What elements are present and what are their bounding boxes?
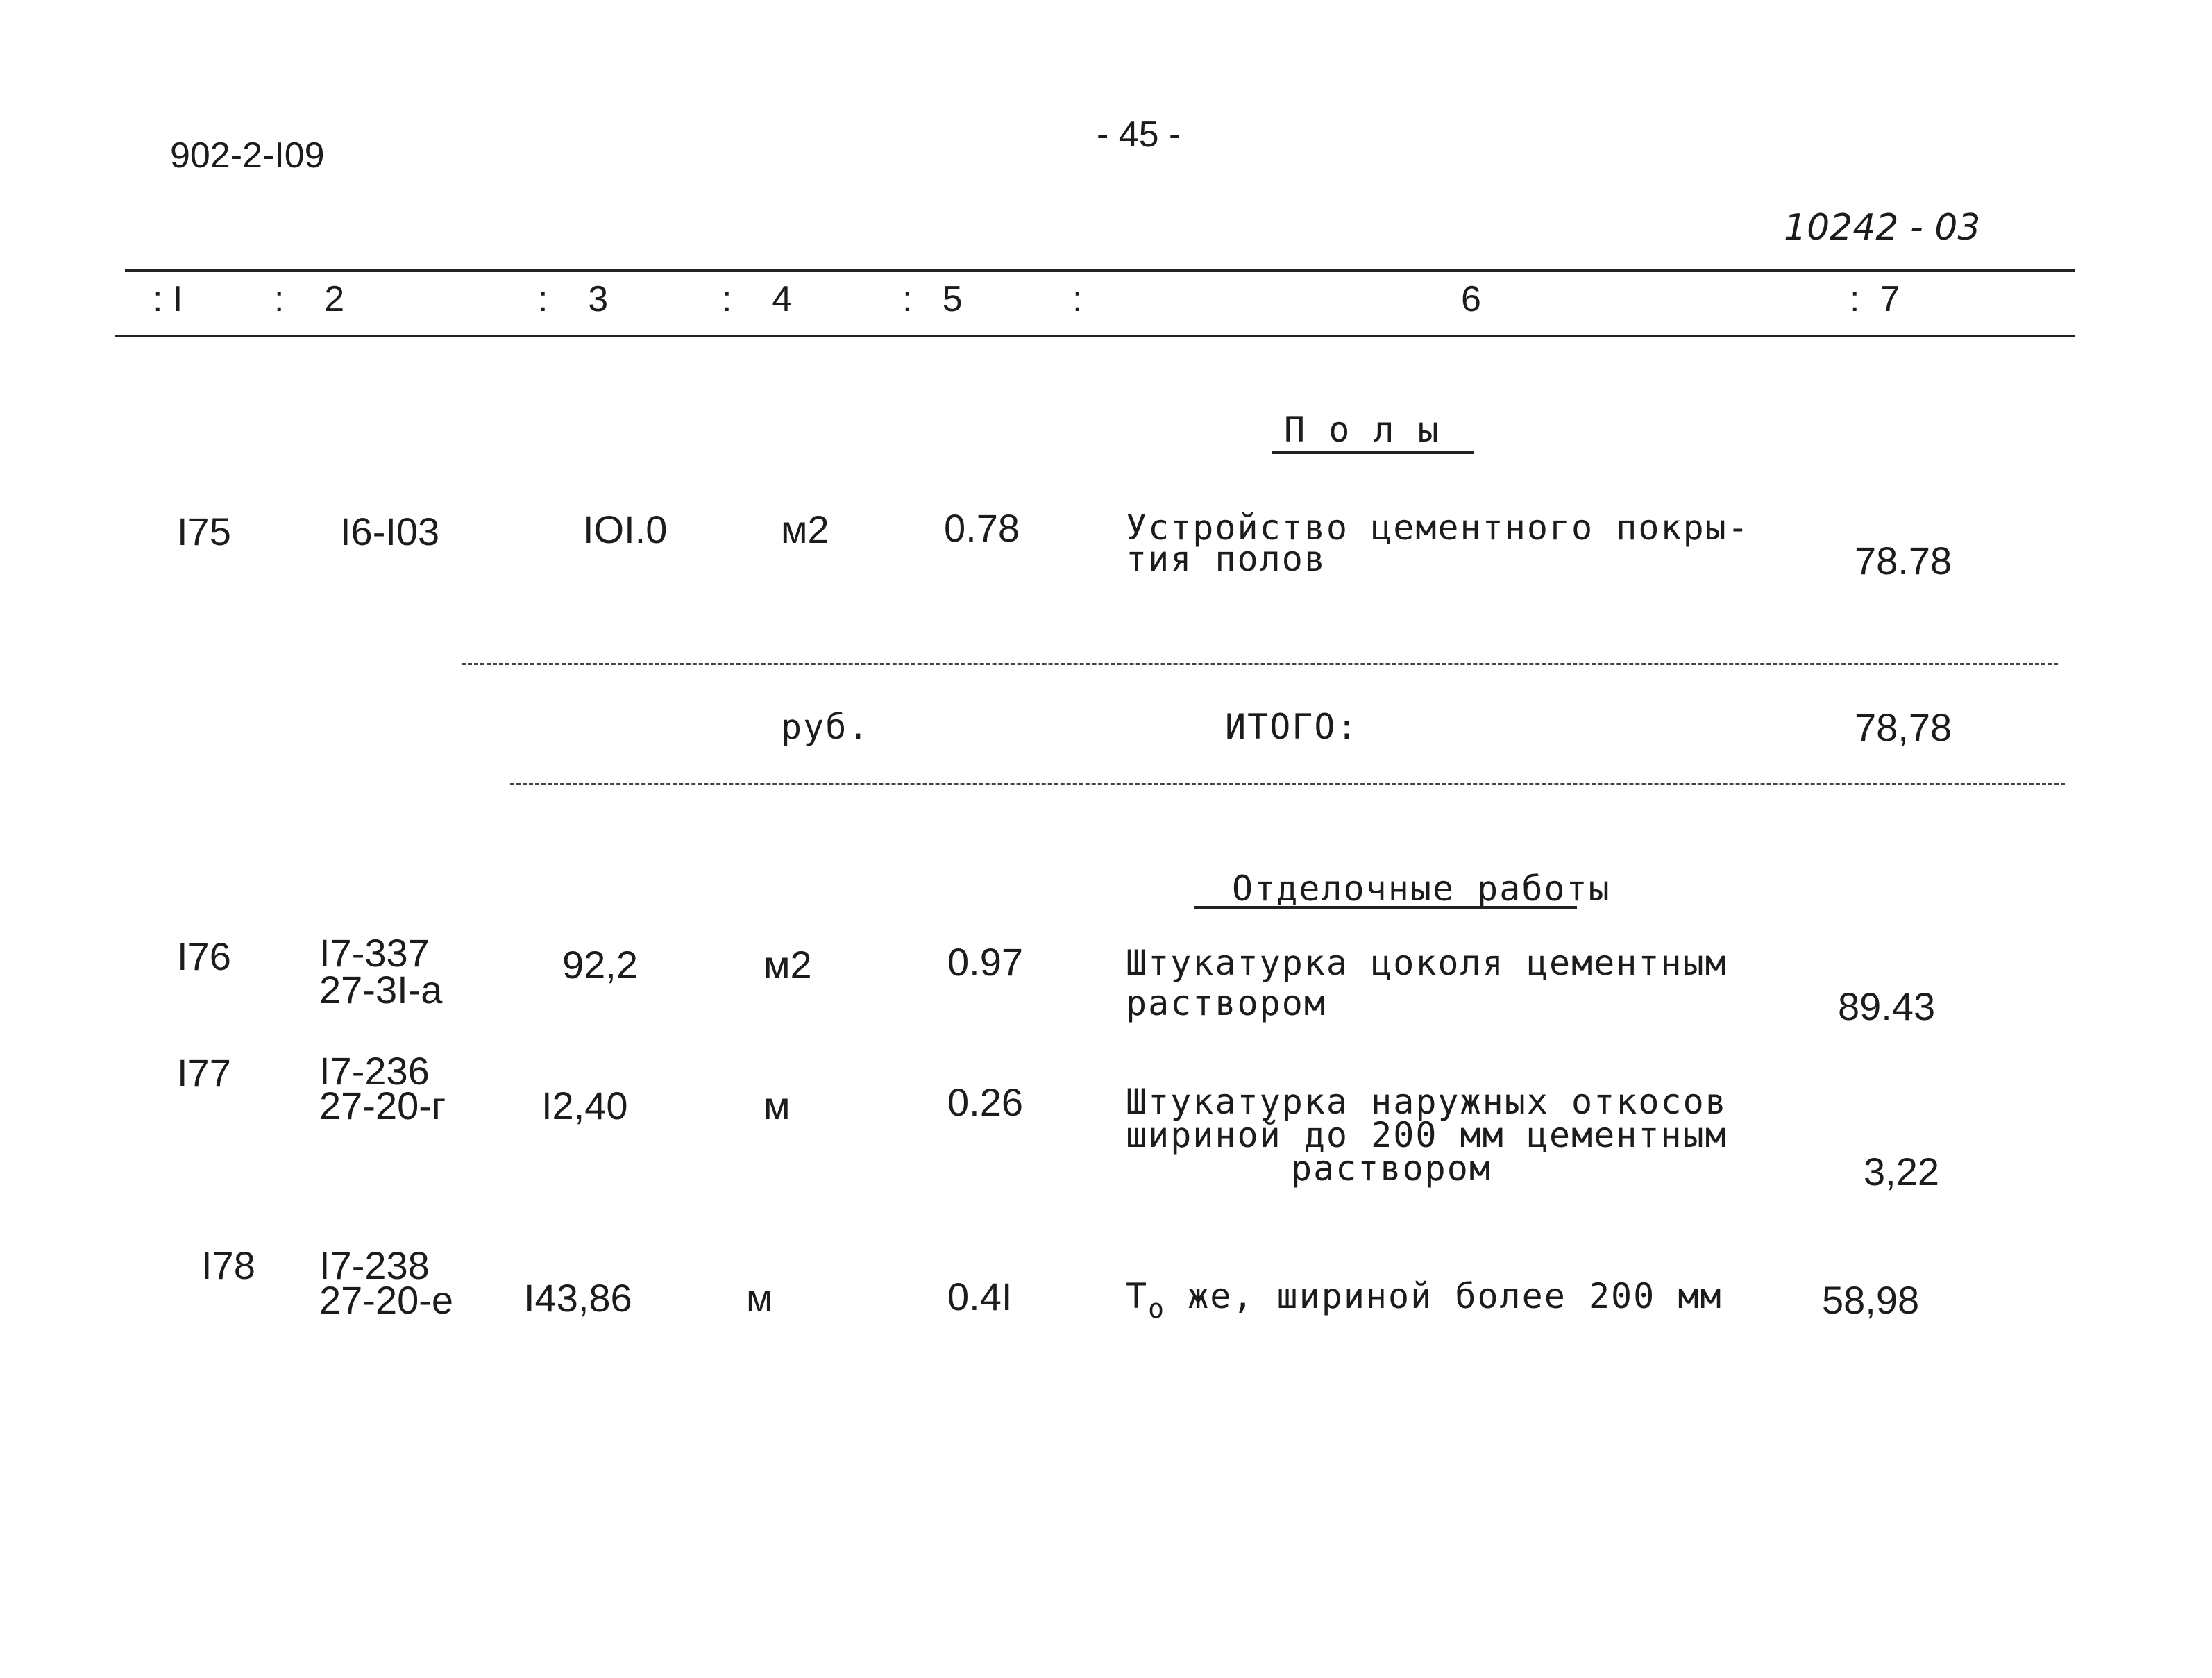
- subtotal-top-rule: [462, 663, 2058, 665]
- row-unit: м: [746, 1276, 773, 1320]
- row-code: 27-3I-а: [319, 968, 443, 1012]
- row-desc-line: Штукатурка наружных откосов: [1126, 1082, 1728, 1122]
- row-unit: м2: [763, 943, 812, 987]
- row-total: 58,98: [1822, 1278, 1920, 1322]
- row-total: 89.43: [1838, 984, 1936, 1028]
- row-desc-line: тия полов: [1126, 539, 1326, 579]
- row-qty: IOI.0: [583, 507, 668, 551]
- row-code: 27-20-е: [319, 1278, 454, 1322]
- header-bottom-rule: [115, 335, 2075, 337]
- row-number: I75: [177, 510, 231, 553]
- row-desc-line: шириной до 200 мм цементным: [1126, 1115, 1728, 1155]
- subtotal-bottom-rule: [510, 783, 2065, 785]
- col-header-6-sep: :: [1072, 279, 1083, 319]
- row-number: I78: [201, 1243, 255, 1287]
- row-code: 27-20-г: [319, 1084, 446, 1127]
- row-desc-line: Устройство цементного покры-: [1126, 507, 1750, 548]
- subtotal-currency: руб.: [781, 707, 870, 747]
- col-header-5: : 5: [902, 279, 963, 319]
- row-code: I7-236: [319, 1049, 430, 1093]
- row-unit: м: [763, 1084, 791, 1127]
- row-price: 0.97: [947, 940, 1023, 984]
- section-title-finishing: Отделочные работы: [1232, 869, 1611, 909]
- row-desc-prefix: Т: [1126, 1276, 1149, 1316]
- row-qty: 92,2: [562, 943, 638, 987]
- row-total: 3,22: [1864, 1150, 1939, 1193]
- row-code: I6-I03: [340, 510, 440, 553]
- subtotal-label: ИТОГО:: [1225, 707, 1359, 747]
- row-price: 0.78: [944, 506, 1020, 550]
- row-desc-line: раствором: [1126, 983, 1326, 1023]
- row-total: 78.78: [1855, 539, 1952, 582]
- col-header-2: : 2: [274, 279, 345, 319]
- section-title-floors: П о л ы: [1284, 410, 1440, 450]
- row-desc: [1126, 1276, 1723, 1324]
- col-header-4: : 4: [722, 279, 793, 319]
- row-qty: I2,40: [541, 1084, 628, 1127]
- row-desc-line: раствором: [1291, 1148, 1492, 1189]
- row-number: I76: [177, 934, 231, 978]
- row-desc-subscript: о: [1148, 1293, 1165, 1324]
- row-desc-line: Штукатурка цоколя цементным: [1126, 943, 1728, 983]
- row-price: 0.4I: [947, 1275, 1013, 1318]
- col-header-1: : I: [153, 279, 183, 319]
- subtotal-value: 78,78: [1855, 705, 1952, 749]
- col-header-3: : 3: [538, 279, 609, 319]
- row-code: I7-238: [319, 1243, 430, 1287]
- doc-code: 902-2-I09: [170, 135, 325, 176]
- section-title-floors-underline: [1272, 451, 1474, 454]
- row-qty: I43,86: [524, 1276, 632, 1320]
- row-desc-line: же, шириной более 200 мм: [1188, 1276, 1723, 1316]
- col-header-7: : 7: [1850, 279, 1900, 319]
- page-number: - 45 -: [1097, 115, 1181, 155]
- row-unit: м2: [781, 507, 829, 551]
- section-title-finishing-underline: [1194, 906, 1577, 909]
- row-price: 0.26: [947, 1080, 1023, 1124]
- row-number: I77: [177, 1051, 231, 1095]
- col-header-6: 6: [1461, 279, 1481, 319]
- top-rule: [125, 269, 2075, 272]
- row-code: I7-337: [319, 931, 430, 975]
- sheet-ref: 10242 - 03: [1784, 207, 1981, 249]
